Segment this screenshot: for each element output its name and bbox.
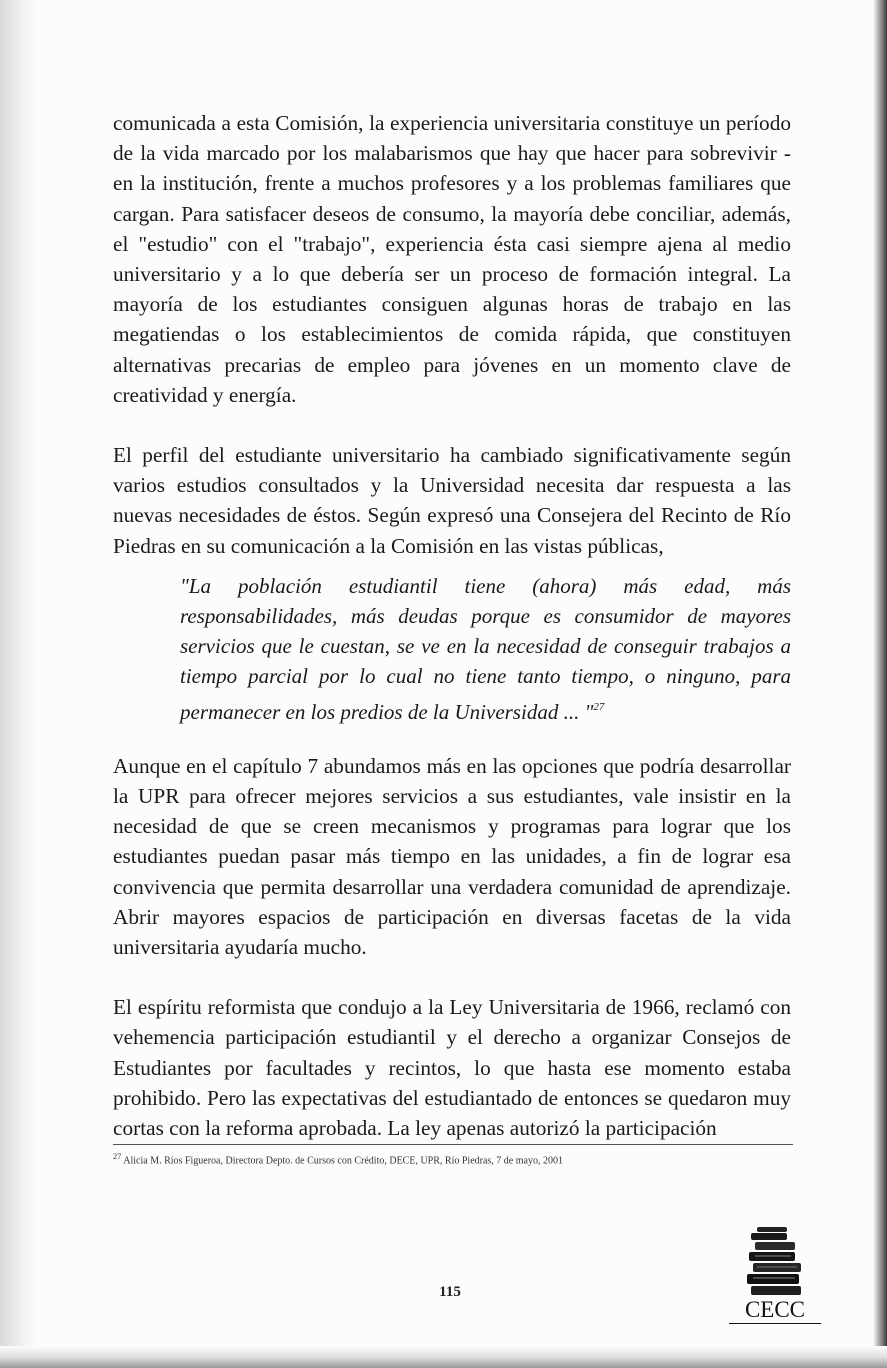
scan-shadow-bottom <box>0 1346 887 1368</box>
paragraph-1: comunicada a esta Comisión, la experiencia universitaria constituye un período de la vida marcado por los malabarismos que hay que hacer para sobrevivir - en la institución, frente a muchos profesores y a los problemas familiares que cargan. Para satisfacer deseos de consumo, la mayoría debe conciliar, además, el "estudio" con el "trabajo", experiencia ésta casi siempre ajena al medio universitario y a lo que debería ser un proceso de formación integral. La mayoría de los estudiantes consiguen algunas horas de trabajo en las megatiendas o los establecimientos de comida rápida, que constituyen alternativas precarias de empleo para jóvenes en un momento clave de creatividad y energía. <box>113 111 791 407</box>
page-number: 115 <box>439 1284 461 1300</box>
footnote-text: Alicia M. Ríos Figueroa, Directora Depto. de Cursos con Crédito, DECE, UPR, Río Piedras, 7 de mayo, 2001 <box>123 1155 563 1167</box>
books-stack-icon <box>741 1225 809 1297</box>
footnote <box>113 1150 793 1168</box>
footnote-number: 27 <box>113 1152 122 1161</box>
footnote-divider <box>113 1144 793 1145</box>
footnote-reference: 27 <box>593 700 605 713</box>
logo-text: CECC <box>729 1297 821 1324</box>
scan-shadow-right <box>873 0 887 1368</box>
paragraph-2: El perfil del estudiante universitario ha cambiado significativamente según varios estudios consultados y la Universidad necesita dar respuesta a las nuevas necesidades de éstos. Según expresó una Consejera del Recinto de Río Piedras en su comunicación a la Comisión en las vistas públicas, <box>113 443 791 558</box>
paragraph-4: El espíritu reformista que condujo a la Ley Universitaria de 1966, reclamó con vehemencia participación estudiantil y el derecho a organizar Consejos de Estudiantes por facultades y recintos, lo que hasta ese momento estaba prohibido. Pero las expectativas del estudiantado de entonces se quedaron muy cortas con la reforma aprobada. La ley apenas autorizó la participación <box>113 995 791 1141</box>
body-text <box>113 108 791 1143</box>
block-quote <box>180 571 791 727</box>
quote-text: "La población estudiantil tiene (ahora) más edad, más responsabilidades, más deudas porque es consumidor de mayores servicios que le cuestan, se ve en la necesidad de conseguir trabajos a tiempo parcial por lo cual no tiene tanto tiempo, o ninguno, para permanecer en los predios de la Universidad ... " <box>180 573 791 724</box>
cecc-logo <box>729 1225 821 1325</box>
scan-shadow-left <box>0 0 36 1368</box>
paragraph-3: Aunque en el capítulo 7 abundamos más en las opciones que podría desarrollar la UPR para ofrecer mejores servicios a sus estudiantes, vale insistir en la necesidad de que se creen mecanismos y programas para lograr que los estudiantes puedan pasar más tiempo en las unidades, a fin de lograr esa convivencia que permita desarrollar una verdadera comunidad de aprendizaje. Abrir mayores espacios de participación en diversas facetas de la vida universitaria ayudaría mucho. <box>113 753 791 960</box>
